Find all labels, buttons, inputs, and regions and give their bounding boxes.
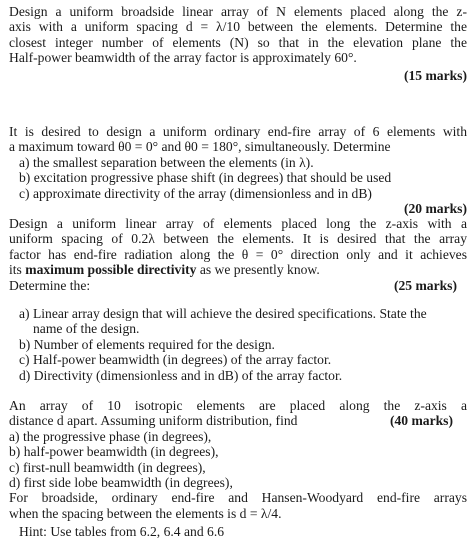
question-4 [9, 398, 467, 540]
q1-line-1: Design a uniform broadside linear array of N elements placed along the z- [9, 4, 467, 19]
q1-line-4: Half-power beamwidth of the array factor is approximately 60°. [9, 50, 357, 66]
q4-line-2: distance d apart. Assuming uniform distribution, find [9, 413, 298, 429]
q1-marks: (15 marks) [403, 67, 467, 83]
q3-item-c: c) Half-power beamwidth (in degrees) of the array factor. [19, 352, 332, 368]
q3-determine: Determine the: [9, 277, 91, 293]
q3-marks: (25 marks) [393, 277, 457, 293]
q4-item-d: d) first side lobe beamwidth (in degrees), [9, 474, 233, 490]
q4-item-a: a) the progressive phase (in degrees), [9, 428, 212, 444]
q3-line-3: factor has end-fire radiation along the θ = 0° direction only and it achieves [9, 246, 467, 262]
q2-item-b: b) excitation progressive phase shift (in degrees) that should be used [19, 170, 392, 186]
q4-line-1: An array of 10 isotropic elements are placed along the z-axis a [9, 398, 467, 413]
q3-item-a-cont: name of the design. [33, 321, 140, 337]
q2-line-1: It is desired to design a uniform ordinary end-fire array of 6 elements with [9, 124, 467, 139]
q2-item-c: c) approximate directivity of the array (dimensionless and in dB) [19, 185, 372, 201]
q3-emphasis: maximum possible directivity [25, 262, 197, 278]
q4-item-c: c) first-null beamwidth (in degrees), [9, 459, 206, 475]
q1-line-2: axis with a uniform spacing d = λ/10 between the elements. Determine the [9, 19, 467, 35]
q4-line-2-row [9, 413, 467, 428]
q3-determine-line [9, 278, 467, 293]
q3-item-d: d) Directivity (dimensionless and in dB) of the array factor. [19, 367, 343, 383]
q1-line-3: closest integer number of elements (N) so that in the elevation plane the [9, 34, 467, 50]
q3-line-1: Design a uniform linear array of elements placed long the z-axis with a [9, 216, 467, 231]
question-2 [9, 124, 467, 215]
q3-line-4: its maximum possible directivity as we presently know. [9, 262, 320, 278]
q4-item-b: b) half-power beamwidth (in degrees), [9, 444, 219, 460]
question-3 [9, 216, 467, 293]
q3-item-a: a) Linear array design that will achieve the desired specifications. State the [19, 306, 427, 321]
q2-item-a: a) the smallest separation between the elements (in λ). [19, 154, 314, 170]
question-1 [9, 4, 467, 84]
document-page [9, 0, 467, 553]
q4-footer-1: For broadside, ordinary end-fire and Hansen-Woodyard end-fire arrays [9, 490, 467, 506]
q4-marks: (40 marks) [389, 413, 453, 429]
q2-line-2: a maximum toward θ0 = 0° and θ0 = 180°, simultaneously. Determine [9, 139, 391, 155]
q4-footer-2: when the spacing between the elements is d = λ/4. [9, 505, 282, 521]
q3-item-b: b) Number of elements required for the design. [19, 336, 275, 352]
q2-marks: (20 marks) [403, 200, 467, 216]
question-3-items [9, 306, 467, 383]
q4-hint: Hint: Use tables from 6.2, 6.4 and 6.6 [19, 524, 225, 540]
q3-line-2: uniform spacing of 0.2λ between the elements. It is desired that the array [9, 231, 467, 247]
